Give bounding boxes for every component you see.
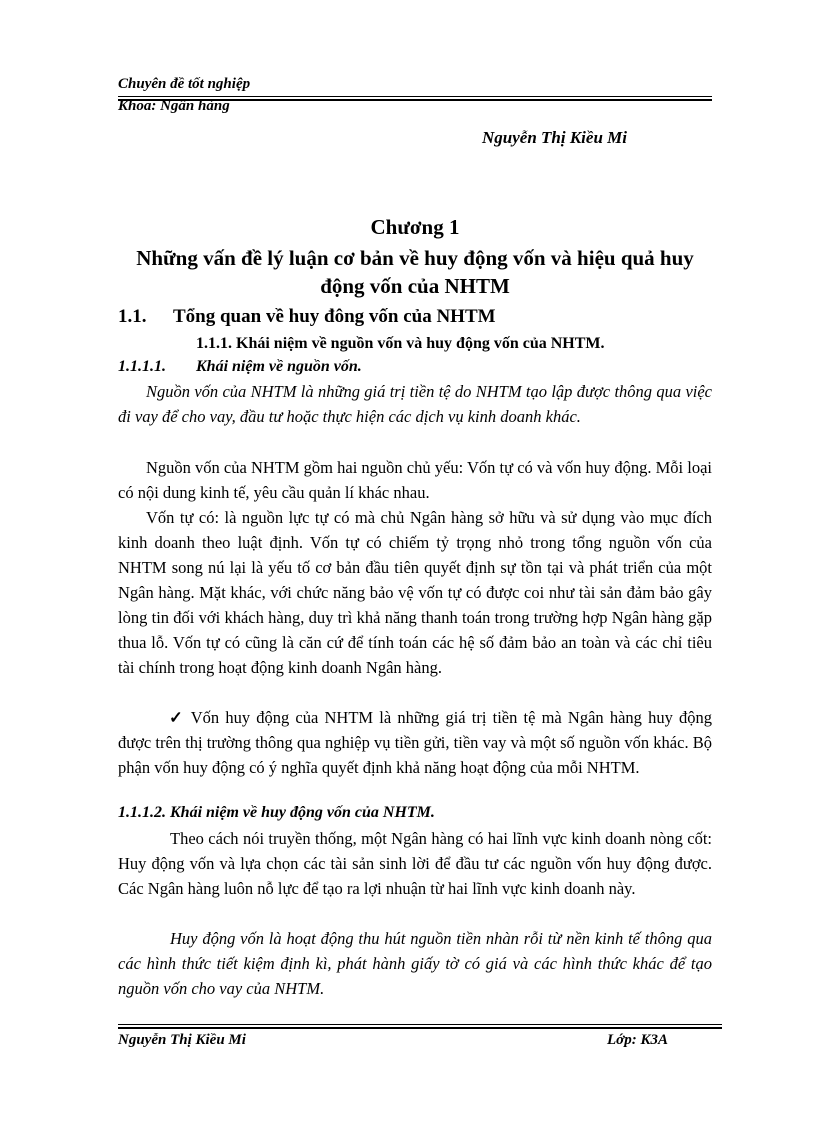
footer-rule-thick (118, 1027, 722, 1029)
header-author: Nguyễn Thị Kiều Mi (482, 128, 627, 147)
paragraph: Vốn tự có: là nguồn lực tự có mà chủ Ngân hàng sở hữu và sử dụng vào mục đích kinh doanh theo luật định. Vốn tự có chiếm tỷ trọng nhỏ trong tổng nguồn vốn của NHTM song nú lại là yếu tố cơ bản đầu tiên quyết định sự tồn tại và phát triển của một Ngân hàng. Mặt khác, với chức năng bảo vệ vốn tự có được coi như tài sản đảm bảo gây lòng tin đối với khách hàng, duy trì khả năng thanh toán trong trường hợp Ngân hàng gặp thua lỗ. Vốn tự có cũng là căn cứ để tính toán các hệ số đảm bảo an toàn và các chỉ tiêu tài chính trong hoạt động kinh doanh Ngân hàng. (118, 508, 712, 677)
section-number: 1.1. (118, 306, 147, 327)
footer-rule-thin (118, 1024, 722, 1025)
paragraph: Nguồn vốn của NHTM gồm hai nguồn chủ yếu: Vốn tự có và vốn huy động. Mỗi loại có nội dung kinh tế, yêu cầu quản lí khác nhau. (118, 458, 712, 502)
section-heading (118, 306, 496, 328)
footer-class: Lớp: K3A (607, 1032, 668, 1048)
paragraph: Huy động vốn là hoạt động thu hút nguồn tiền nhàn rỗi từ nền kinh tế thông qua các hình thức tiết kiệm định kì, phát hành giấy tờ có giá và các hình thức khác để tạo nguồn vốn cho vay của NHTM. (118, 929, 712, 998)
header-title: Chuyên đề tốt nghiệp (118, 76, 251, 92)
item1-heading (118, 358, 362, 376)
item2-heading: 1.1.1.2. Khái niệm về huy động vốn của NHTM. (118, 804, 435, 821)
chapter-title: Những vấn đề lý luận cơ bản về huy động vốn và hiệu quả huy động vốn của NHTM (136, 246, 694, 298)
paragraph: Nguồn vốn của NHTM là những giá trị tiền tệ do NHTM tạo lập được thông qua việc đi vay để cho vay, đầu tư hoặc thực hiện các dịch vụ kinh doanh khác. (118, 382, 712, 426)
chapter-number: Chương 1 (370, 215, 460, 239)
paragraph: Theo cách nói truyền thống, một Ngân hàng có hai lĩnh vực kinh doanh nòng cốt: Huy động vốn và lựa chọn các tài sản sinh lời để đầu tư các nguồn vốn huy động được. Các Ngân hàng luôn nỗ lực để tạo ra lợi nhuận từ hai lĩnh vực kinh doanh này. (118, 829, 712, 898)
section-title: Tổng quan về huy đông vốn của NHTM (173, 306, 496, 327)
check-icon: ✓ (169, 708, 185, 727)
footer-author: Nguyễn Thị Kiều Mi (118, 1032, 246, 1048)
item1-title: Khái niệm về nguồn vốn. (196, 358, 362, 375)
bullet-text: Vốn huy động của NHTM là những giá trị tiền tệ mà Ngân hàng huy động được trên thị trường thông qua nghiệp vụ tiền gửi, tiền vay và một số nguồn vốn khác. Bộ phận vốn huy động có ý nghĩa quyết định khả năng hoạt động của mỗi NHTM. (118, 708, 713, 777)
header-rule-thin (118, 96, 712, 97)
paragraph-bullet (118, 705, 712, 780)
item1-number: 1.1.1.1. (118, 358, 166, 375)
header-department: Khoa: Ngân hàng (118, 98, 230, 114)
subsection-heading: 1.1.1. Khái niệm về nguồn vốn và huy động vốn của NHTM. (196, 335, 605, 352)
